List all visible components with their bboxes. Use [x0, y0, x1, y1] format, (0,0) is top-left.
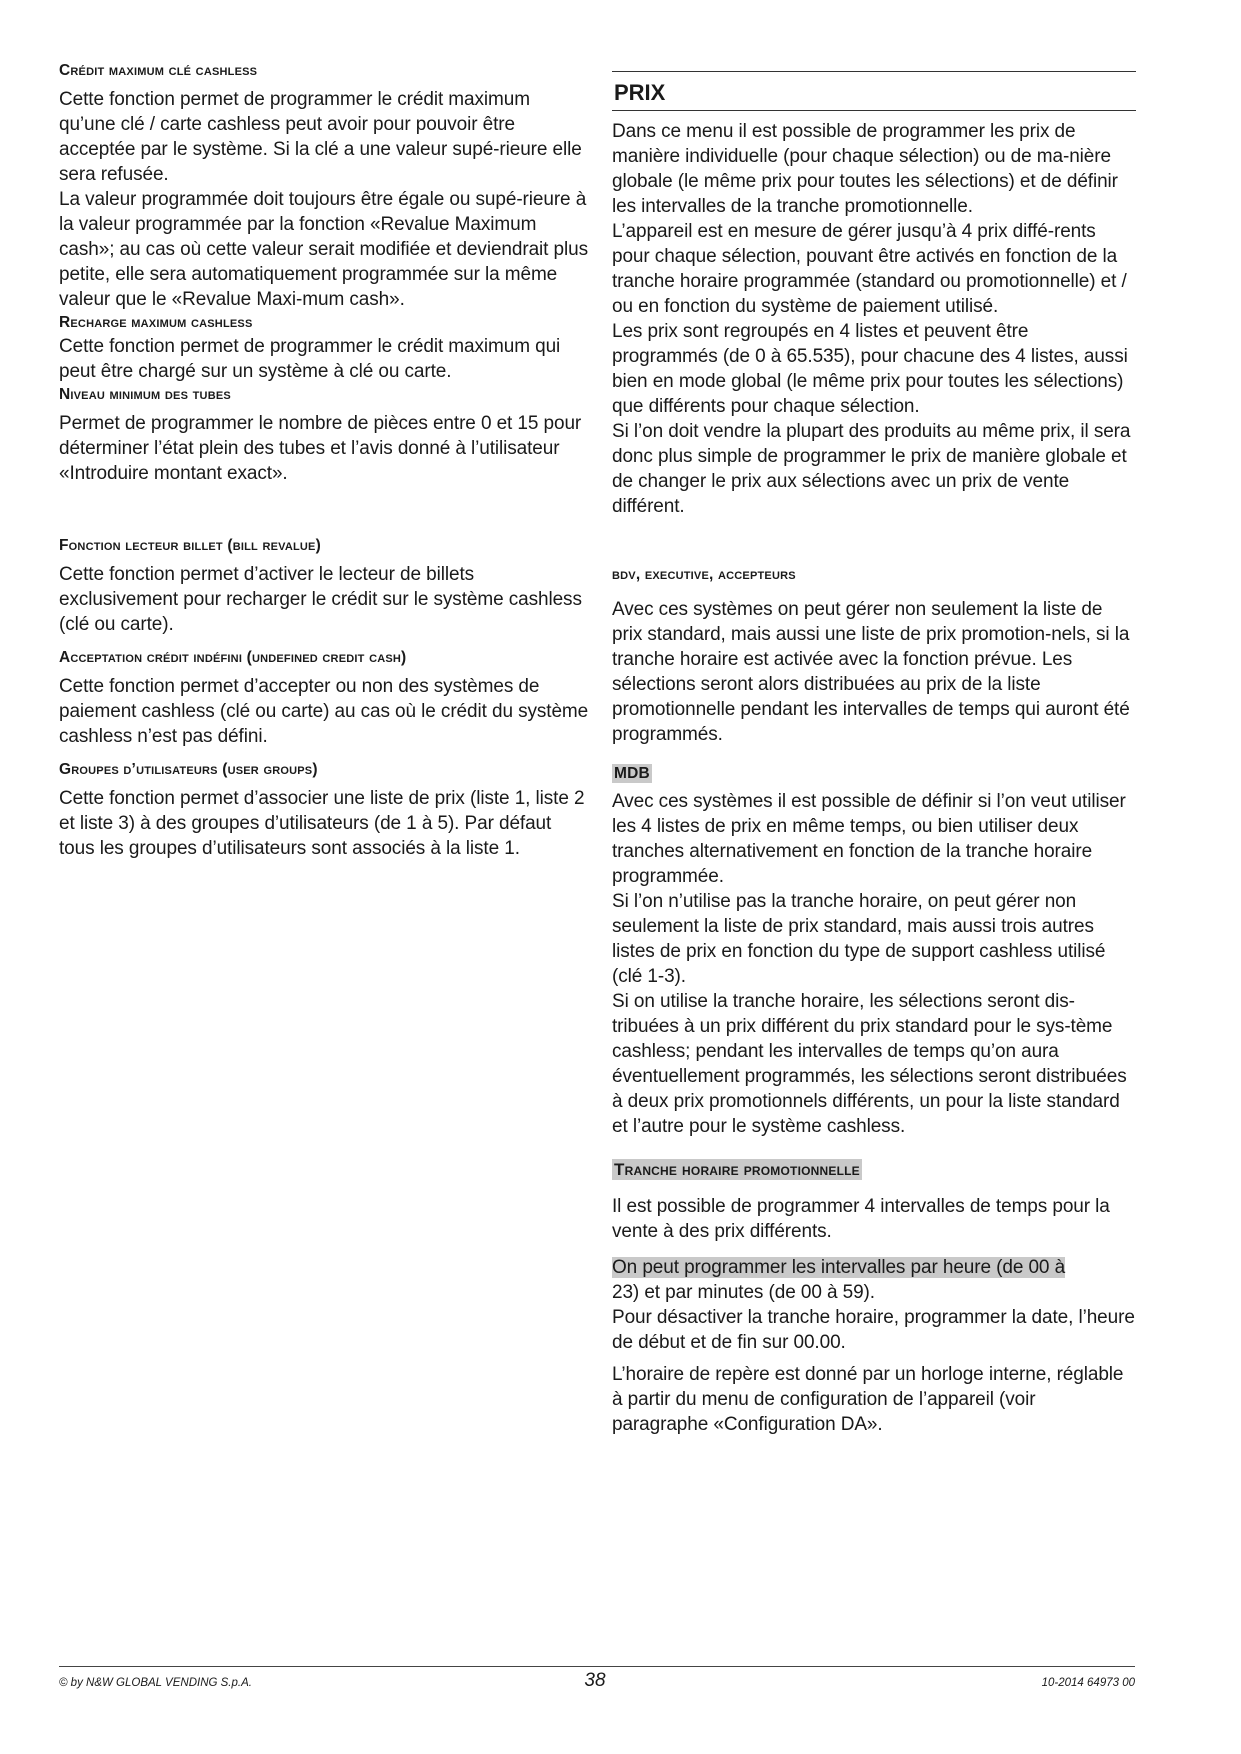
paragraph: Avec ces systèmes on peut gérer non seulement la liste de prix standard, mais aussi une liste de prix promotion-nels, si la tranche horaire est activée avec la fonction prévue. Les sélections seront alors distribuées au prix de la liste promotionnelle pendant les intervalles de temps qui auront été programmés. — [612, 599, 1130, 745]
page-number: 38 — [584, 1670, 606, 1691]
paragraph: Cette fonction permet de programmer le crédit maximum qu’une clé / carte cashless peut avoir pour pouvoir être acceptée par le système. Si la clé a une valeur supé-rieure elle sera refusée. — [59, 89, 582, 185]
paragraph: Dans ce menu il est possible de programmer les prix de manière individuelle (pour chaque sélection) ou de ma-nière globale (le même prix pour toutes les sélections) et de définir les intervalles de la tranche promotionnelle. — [612, 121, 1118, 217]
heading-mdb — [612, 764, 652, 784]
paragraph: Cette fonction permet de programmer le crédit maximum qui peut être chargé sur un système à clé ou carte. — [59, 336, 561, 382]
footer-doc-code: 10-2014 64973 00 — [1041, 1677, 1135, 1689]
paragraph: Si l’on n’utilise pas la tranche horaire, on peut gérer non seulement la liste de prix standard, mais aussi trois autres listes de prix en fonction du type de support cashless utilisé (clé 1-3). — [612, 891, 1106, 987]
paragraph: Cette fonction permet d’associer une liste de prix (liste 1, liste 2 et liste 3) à des groupes d’utilisateurs (de 1 à 5). Par défaut tous les groupes d’utilisateurs sont associés à la liste 1. — [59, 788, 585, 859]
heading-niveau-minimum: Niveau minimum des tubes — [59, 386, 231, 403]
page-title: PRIX — [614, 80, 666, 105]
paragraph: Les prix sont regroupés en 4 listes et peuvent être programmés (de 0 à 65.535), pour chacune des 4 listes, aussi bien en mode global (le même prix pour toutes les sélections) que différents pour chaque sélection. — [612, 321, 1128, 417]
prix-intro — [612, 119, 1136, 519]
paragraph: Avec ces systèmes il est possible de définir si l’on veut utiliser les 4 listes de prix en même temps, ou bien utiliser deux tranches alternativement en fonction de la tranche horaire programmée. — [612, 791, 1126, 887]
heading-bdv: bdv, executive, accepteurs — [612, 566, 796, 583]
mdb-section — [612, 789, 1136, 1139]
heading-tranche-horaire — [612, 1160, 862, 1181]
paragraph: L’horaire de repère est donné par un horloge interne, réglable à partir du menu de configuration de l’appareil (voir paragraphe «Configuration DA». — [612, 1364, 1124, 1435]
heading-recharge-maximum: Recharge maximum cashless — [59, 314, 253, 331]
paragraph: Pour désactiver la tranche horaire, programmer la date, l’heure de début et de fin sur 00.00. — [612, 1307, 1135, 1353]
heading-credit-maximum: Crédit maximum clé cashless — [59, 62, 258, 79]
paragraph: Cette fonction permet d’accepter ou non des systèmes de paiement cashless (clé ou carte) au cas où le crédit du système cashless n’est pas défini. — [59, 676, 589, 747]
heading-acceptation-credit: Acceptation crédit indéfini (undefined credit cash) — [59, 649, 407, 666]
paragraph: Il est possible de programmer 4 intervalles de temps pour la vente à des prix différents. — [612, 1196, 1110, 1242]
title-rule-top — [612, 71, 1136, 72]
paragraph-intervals — [612, 1255, 1065, 1305]
paragraph: La valeur programmée doit toujours être égale ou supé-rieure à la valeur programmée par la fonction «Revalue Maximum cash»; au cas où cette valeur serait modifiée et deviendrait plus petite, elle sera automatiquement programmée sur la même valeur que le «Revalue Maxi-mum cash». — [59, 189, 588, 310]
paragraph: Si l’on doit vendre la plupart des produits au même prix, il sera donc plus simple de programmer le prix de manière globale et de changer le prix aux sélections avec un prix de vente différent. — [612, 421, 1131, 517]
paragraph: Cette fonction permet d’activer le lecteur de billets exclusivement pour recharger le crédit sur le système cashless (clé ou carte). — [59, 564, 582, 635]
paragraph: L’appareil est en mesure de gérer jusqu’à 4 prix diffé-rents pour chaque sélection, pouvant être activés en fonction de la tranche horaire programmée (standard ou promotionnelle) et / ou en fonction du système de paiement utilisé. — [612, 221, 1127, 317]
footer-copyright: © by N&W GLOBAL VENDING S.p.A. — [59, 1677, 252, 1689]
heading-groupes-utilisateurs: Groupes d’utilisateurs (user groups) — [59, 761, 318, 778]
title-rule-bottom — [612, 110, 1136, 111]
section-credit-maximum — [59, 87, 589, 312]
footer-rule — [59, 1666, 1135, 1667]
heading-tranche-label: Tranche horaire promotionnelle — [614, 1160, 860, 1179]
text: 23) et par minutes (de 00 à 59). — [612, 1282, 875, 1303]
heading-fonction-lecteur: Fonction lecteur billet (bill revalue) — [59, 537, 321, 554]
paragraph: Si on utilise la tranche horaire, les sélections seront dis-tribuées à un prix différent du prix standard pour le sys-tème cashless; pendant les intervalles de temps qu’on aura éventuellement programmés, les sélections seront distribuées à deux prix promotionnels différents, un pour la liste standard et l’autre pour le système cashless. — [612, 991, 1127, 1137]
paragraph: Permet de programmer le nombre de pièces entre 0 et 15 pour déterminer l’état plein des tubes et l’avis donné à l’utilisateur «Introduire montant exact». — [59, 413, 582, 484]
heading-mdb-label: MDB — [614, 765, 650, 782]
highlighted-text: On peut programmer les intervalles par heure (de 00 à — [612, 1257, 1066, 1278]
